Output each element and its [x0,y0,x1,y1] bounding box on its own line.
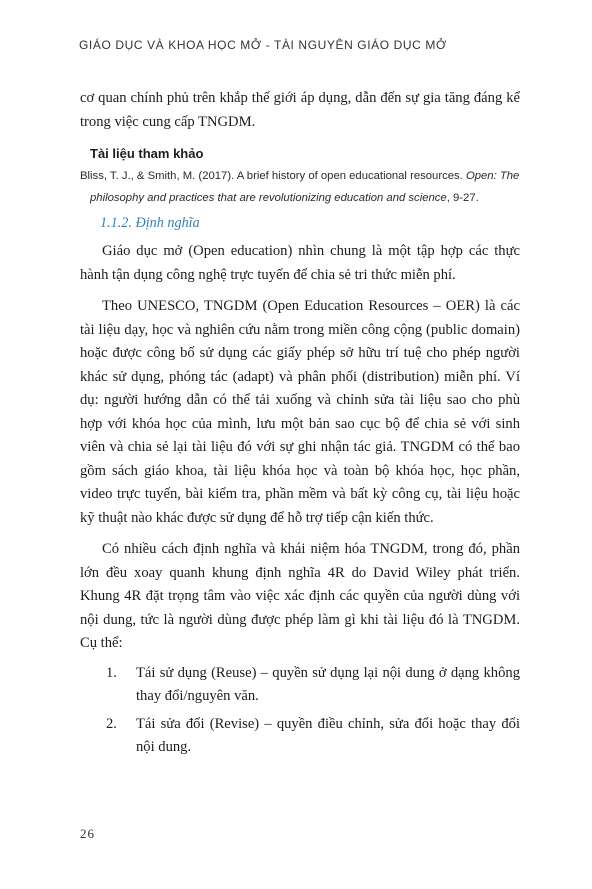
reference-authors: Bliss, T. J., & Smith, M. (2017). A brief history of open educational resources. [80,170,466,182]
intro-continuation: cơ quan chính phủ trên khắp thế giới áp dụng, dẫn đến sự gia tăng đáng kể trong việc cung cấp TNGDM. [80,90,520,130]
paragraph-4r-framework: Có nhiều cách định nghĩa và khái niệm hóa TNGDM, trong đó, phần lớn đều xoay quanh khung định nghĩa 4R do David Wiley phát triển. Khung 4R đặt trọng tâm vào việc xác định các quyền của người dùng với nội dung, tức là người dùng được phép làm gì khi tài liệu đó là TNGDM. Cụ thể: [80,541,520,651]
list-item [80,713,520,760]
paragraph-unesco-definition: Theo UNESCO, TNGDM (Open Education Resources – OER) là các tài liệu dạy, học và nghiên cứu nằm trong miền công cộng (public domain) hoặc được công bố sử dụng các giấy phép sở hữu trí tuệ cho phép người khác sử dụng, phóng tác (adapt) và phân phối (distribution) miễn phí. Ví dụ: người hướng dẫn có thể tải xuống và chỉnh sửa tài liệu sao cho phù hợp với khóa học của mình, lưu một bản sao cục bộ để chia sẻ với sinh viên và chia sẻ lại tài liệu đó với sự ghi nhận tác giả. TNGDM có thể bao gồm sách giáo khoa, tài liệu khóa học và toàn bộ khóa học, học phần, video trực tuyến, bài kiểm tra, phần mềm và bất kỳ công cụ, tài liệu hoặc kỹ thuật nào khác được sử dụng để hỗ trợ tiếp cận kiến thức. [80,298,520,526]
running-header: GIÁO DỤC VÀ KHOA HỌC MỞ - TÀI NGUYÊN GIÁO DỤC MỞ [79,38,447,52]
page-content [80,87,520,760]
rights-list [80,662,520,760]
list-item-number: 1. [106,664,117,681]
list-item-text: Tái sử dụng (Reuse) – quyền sử dụng lại nội dung ở dạng không thay đổi/nguyên văn. [136,664,520,704]
list-item-number: 2. [106,715,117,732]
page-number: 26 [80,826,95,841]
list-item [80,662,520,709]
paragraph-open-education: Giáo dục mở (Open education) nhìn chung là một tập hợp các thực hành tận dụng công nghệ trực tuyến để chia sẻ tri thức miễn phí. [80,243,520,283]
reference-source: Open: The philosophy and practices that are revolutionizing education and science [90,170,520,204]
reference-pages: , 9-27. [446,192,479,204]
list-item-text: Tái sửa đổi (Revise) – quyền điều chỉnh, sửa đổi hoặc thay đổi nội dung. [136,715,520,755]
reference-entry [80,165,520,209]
section-heading: 1.1.2. Định nghĩa [100,215,200,231]
references-title: Tài liệu tham khảo [90,146,204,161]
